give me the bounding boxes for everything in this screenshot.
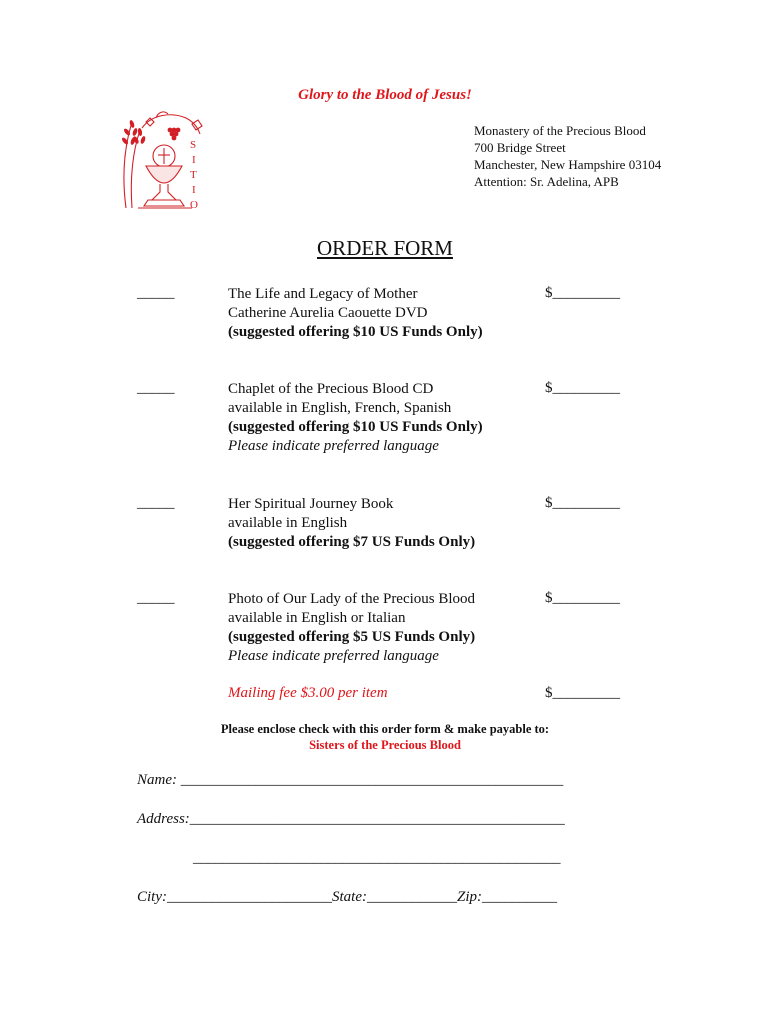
address-line: 700 Bridge Street — [474, 140, 566, 155]
mailing-address — [474, 122, 661, 190]
mailing-fee-label: Mailing fee $3.00 per item — [228, 685, 388, 701]
order-item — [228, 495, 475, 552]
address-line-2[interactable] — [193, 850, 561, 867]
city-state-zip-field[interactable] — [137, 889, 557, 906]
quantity-blank[interactable]: _____ — [137, 380, 175, 396]
item-offering: (suggested offering $5 US Funds Only) — [228, 629, 476, 645]
svg-text:S: S — [190, 139, 197, 151]
payment-instruction-block — [0, 721, 770, 753]
zip-label: Zip: — [457, 889, 483, 905]
item-line: available in English — [228, 515, 348, 531]
svg-text:I: I — [192, 154, 196, 166]
svg-text:O: O — [190, 199, 198, 211]
header-title: Glory to the Blood of Jesus! — [298, 87, 472, 103]
item-offering: (suggested offering $7 US Funds Only) — [228, 534, 476, 550]
price-blank[interactable]: $_________ — [545, 380, 620, 396]
name-label: Name: — [137, 772, 177, 788]
order-item — [228, 380, 483, 456]
item-line: Her Spiritual Journey Book — [228, 496, 394, 512]
address-line: Manchester, New Hampshire 03104 — [474, 157, 662, 172]
item-line: The Life and Legacy of Mother — [228, 286, 418, 302]
item-note: Please indicate preferred language — [228, 438, 439, 454]
address-field[interactable] — [137, 811, 565, 828]
order-item — [228, 590, 475, 666]
city-label: City: — [137, 889, 167, 905]
quantity-blank[interactable]: _____ — [137, 495, 175, 511]
item-line: Chaplet of the Precious Blood CD — [228, 381, 434, 397]
svg-text:I: I — [192, 184, 196, 196]
quantity-blank[interactable]: _____ — [137, 285, 175, 301]
payee-name: Sisters of the Precious Blood — [309, 738, 461, 752]
address-line[interactable]: __________________________________________________ — [189, 811, 565, 827]
payment-instruction: Please enclose check with this order form & make payable to: — [220, 722, 550, 736]
address-label: Address: — [137, 811, 190, 827]
address-line: Attention: Sr. Adelina, APB — [474, 174, 619, 189]
form-title: ORDER FORM — [317, 236, 453, 260]
quantity-blank[interactable]: _____ — [137, 590, 175, 606]
svg-text:T: T — [190, 169, 197, 181]
price-blank[interactable]: $_________ — [545, 495, 620, 511]
item-line: Photo of Our Lady of the Precious Blood — [228, 591, 476, 607]
price-blank[interactable]: $_________ — [545, 285, 620, 301]
price-blank[interactable]: $_________ — [545, 590, 620, 606]
address-line-2-blank[interactable]: _________________________________________________ — [193, 850, 561, 866]
item-line: available in English, French, Spanish — [228, 400, 452, 416]
mailing-fee-price-blank[interactable]: $_________ — [545, 685, 620, 701]
city-line[interactable]: ______________________ — [167, 889, 332, 905]
item-note: Please indicate preferred language — [228, 648, 439, 664]
chalice-logo — [112, 108, 212, 218]
state-label: State: — [332, 889, 367, 905]
item-line: Catherine Aurelia Caouette DVD — [228, 305, 428, 321]
zip-line[interactable]: __________ — [482, 889, 558, 905]
address-line: Monastery of the Precious Blood — [474, 123, 646, 138]
item-offering: (suggested offering $10 US Funds Only) — [228, 324, 483, 340]
state-line[interactable]: ____________ — [367, 889, 457, 905]
item-offering: (suggested offering $10 US Funds Only) — [228, 419, 483, 435]
order-item — [228, 285, 483, 342]
name-line[interactable]: ___________________________________________________ — [177, 772, 564, 788]
name-field[interactable] — [137, 772, 563, 789]
item-line: available in English or Italian — [228, 610, 406, 626]
